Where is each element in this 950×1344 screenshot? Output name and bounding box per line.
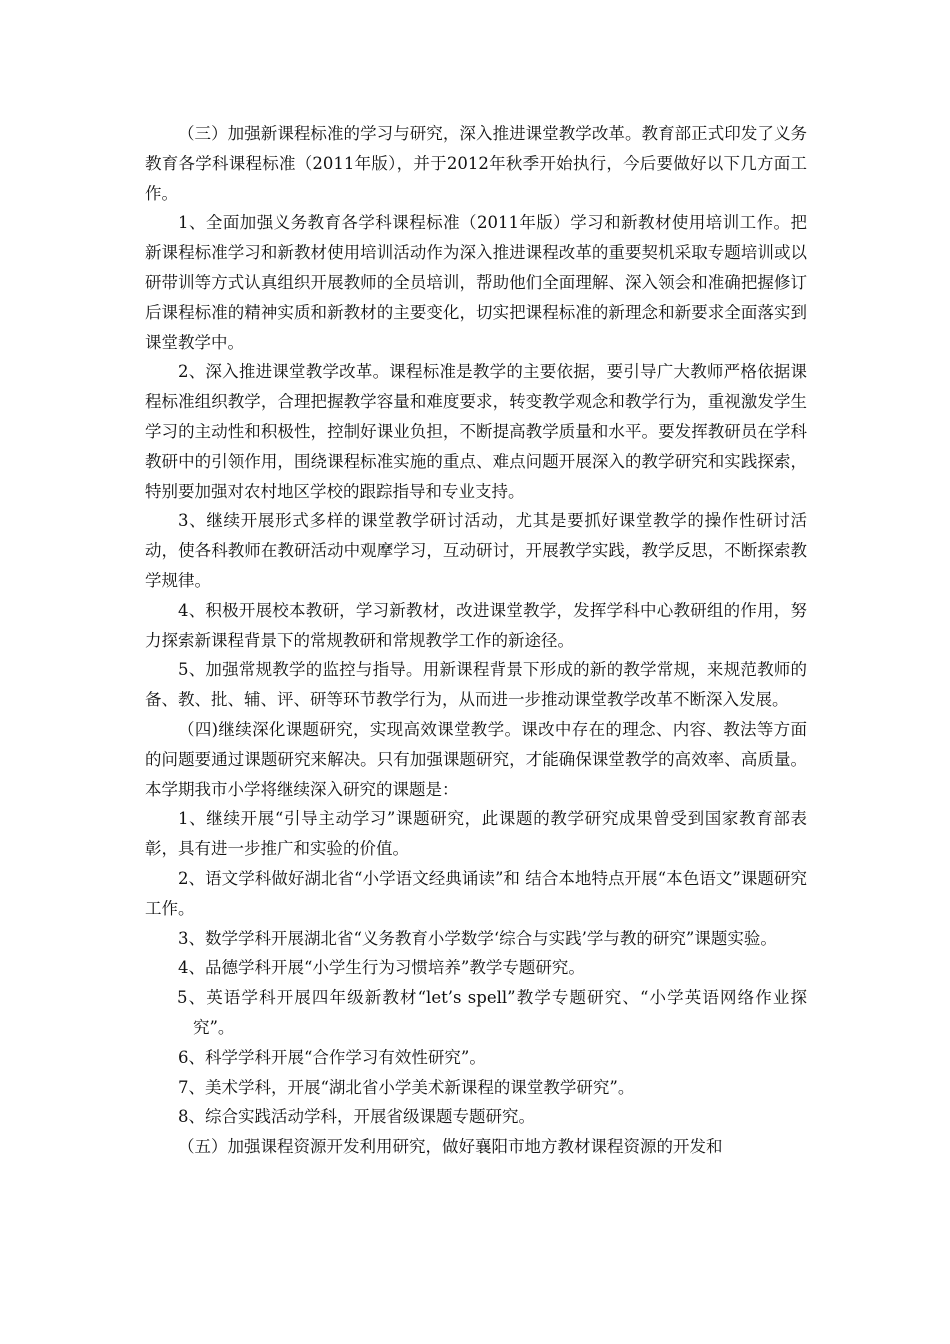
paragraph-3-3: 3、继续开展形式多样的课堂教学研讨活动，尤其是要抓好课堂教学的操作性研讨活动，使各科教师在教研活动中观摩学习，互动研讨，开展教学实践，教学反思，不断探索教学规律。 (145, 511, 807, 590)
section-4-heading-paragraph: （四)继续深化课题研究，实现高效课堂教学。课改中存在的理念、内容、教法等方面的问题要通过课题研究来解决。只有加强课题研究，才能确保课堂教学的高效率、高质量。本学期我市小学将继续深入研究的课题是： (145, 719, 807, 799)
paragraph-4-8: 8、综合实践活动学科，开展省级课题专题研究。 (178, 1107, 535, 1127)
paragraph-4-1: 1、继续开展“引导主动学习”课题研究，此课题的教学研究成果曾受到国家教育部表彰，具有进一步推广和实验的价值。 (145, 809, 807, 859)
paragraph-4-5: 5、英语学科开展四年级新教材“let’s spell”教学专题研究、“小学英语网络作业探究”。 (177, 988, 807, 1037)
paragraph-3-2: 2、深入推进课堂教学改革。课程标准是教学的主要依据，要引导广大教师严格依据课程标准组织教学，合理把握教学容量和难度要求，转变教学观念和教学行为，重视激发学生学习的主动性和积极性，控制好课业负担，不断提高教学质量和水平。要发挥教研员在学科教研中的引领作用，围绕课程标准实施的重点、难点问题开展深入的教学研究和实践探索，特别要加强对农村地区学校的跟踪指导和专业支持。 (145, 362, 807, 501)
paragraph-4-7: 7、美术学科，开展“湖北省小学美术新课程的课堂教学研究”。 (178, 1077, 635, 1097)
section-5-heading-paragraph: （五）加强课程资源开发利用研究，做好襄阳市地方教材课程资源的开发和 (178, 1137, 723, 1157)
paragraph-4-3: 3、数学学科开展湖北省“义务教育小学数学‘综合与实践’学与教的研究”课题实验。 (178, 928, 777, 948)
paragraph-3-5: 5、加强常规教学的监控与指导。用新课程背景下形成的新的教学常规，来规范教师的备、教、批、辅、评、研等环节教学行为，从而进一步推动课堂教学改革不断深入发展。 (145, 660, 807, 710)
paragraph-4-2: 2、语文学科做好湖北省“小学语文经典诵读”和 结合本地特点开展“本色语文”课题研究工作。 (145, 868, 807, 918)
paragraph-3-1: 1、全面加强义务教育各学科课程标准（2011年版）学习和新教材使用培训工作。把新课程标准学习和新教材使用培训活动作为深入推进课程改革的重要契机采取专题培训或以研带训等方式认真组织开展教师的全员培训，帮助他们全面理解、深入领会和准确把握修订后课程标准的精神实质和新教材的主要变化，切实把课程标准的新理念和新要求全面落实到课堂教学中。 (145, 213, 807, 352)
paragraph-3-4: 4、积极开展校本教研，学习新教材，改进课堂教学，发挥学科中心教研组的作用，努力探索新课程背景下的常规教研和常规教学工作的新途径。 (145, 600, 807, 650)
paragraph-4-4: 4、品德学科开展“小学生行为习惯培养”教学专题研究。 (178, 958, 585, 978)
document-body (145, 119, 807, 1162)
section-3-heading-paragraph: （三）加强新课程标准的学习与研究，深入推进课堂教学改革。教育部正式印发了义务教育各学科课程标准（2011年版），并于2012年秋季开始执行，今后要做好以下几方面工作。 (145, 124, 807, 203)
paragraph-4-6: 6、科学学科开展“合作学习有效性研究”。 (178, 1047, 486, 1067)
